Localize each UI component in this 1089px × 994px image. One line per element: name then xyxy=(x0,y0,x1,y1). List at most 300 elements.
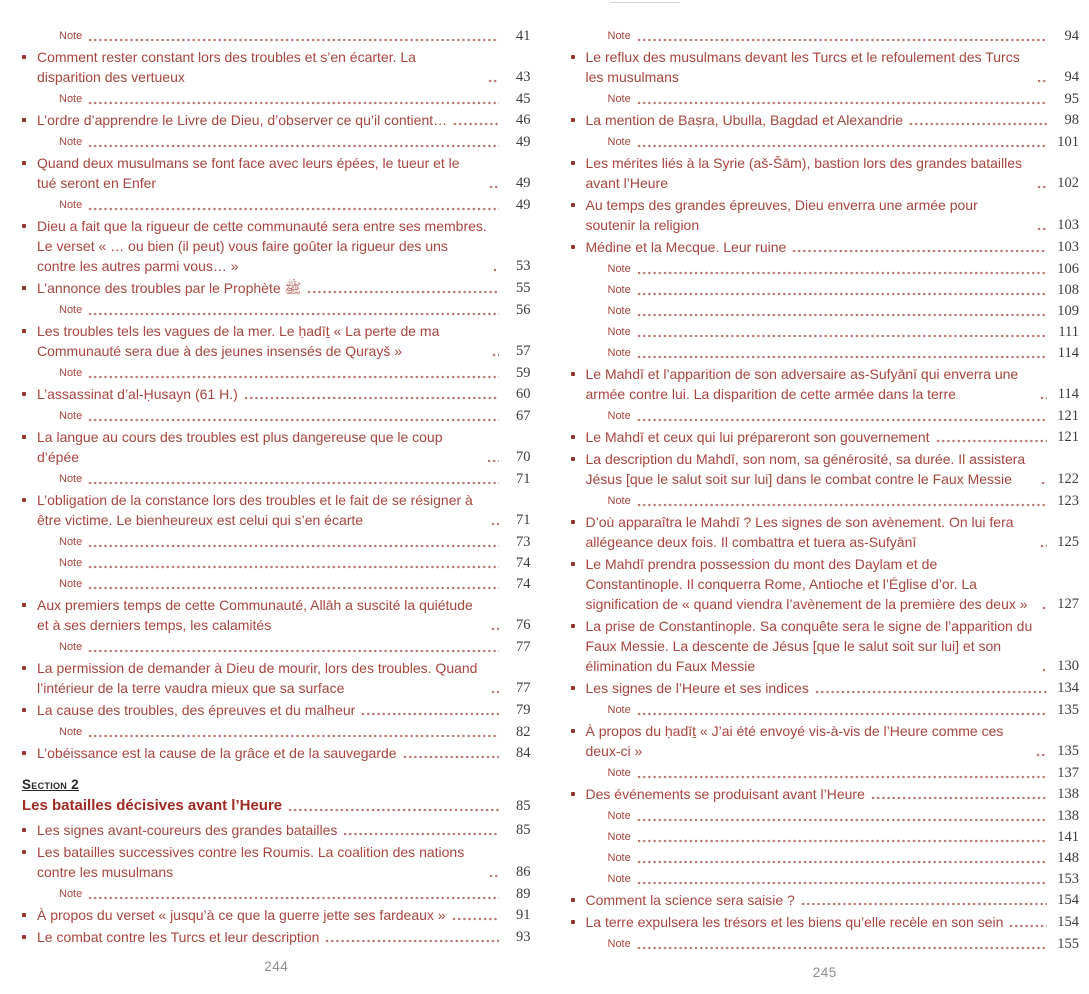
dot-leader xyxy=(325,939,498,943)
note-label: Note xyxy=(607,347,631,359)
section-title-row xyxy=(22,795,531,816)
page-number: 114 xyxy=(1057,386,1079,402)
entry-bullet xyxy=(571,512,586,524)
dot-leader xyxy=(88,375,498,379)
toc-entry-row xyxy=(571,912,1080,932)
toc-section xyxy=(22,776,531,816)
page-number: 82 xyxy=(516,724,531,740)
entry-text: Quand deux musulmans se font face avec leurs épées, le tueur et le tué seront en Enfer xyxy=(37,155,460,191)
entry-text: Le reflux des musulmans devant les Turcs et le refoulement des Turcs les musulmans xyxy=(585,49,1020,85)
entry-bullet xyxy=(22,700,37,712)
dot-leader xyxy=(88,38,498,42)
note-label: Note xyxy=(607,284,631,296)
page-number: 127 xyxy=(1057,596,1079,612)
page-number: 121 xyxy=(1057,408,1079,424)
entry-bullet xyxy=(571,427,586,439)
entry-bullet xyxy=(571,110,586,122)
dot-leader xyxy=(1036,753,1047,757)
toc-note-row xyxy=(22,363,531,383)
entry-bullet xyxy=(571,616,586,628)
toc-entry-row xyxy=(571,364,1080,404)
right-page xyxy=(571,26,1080,980)
entry-bullet xyxy=(22,820,37,832)
dot-leader xyxy=(637,334,1047,338)
dot-leader xyxy=(487,459,499,463)
entry-text: Les signes avant-coureurs des grandes batailles xyxy=(37,822,338,838)
toc-entry-row xyxy=(22,153,531,193)
entry-bullet xyxy=(571,784,586,796)
page-number: 138 xyxy=(1057,786,1079,802)
toc-entry-row xyxy=(22,216,531,276)
entry-bullet xyxy=(22,278,37,290)
dot-leader xyxy=(88,144,498,148)
note-label: Note xyxy=(59,304,83,316)
note-label: Note xyxy=(59,536,83,548)
toc-entry-row xyxy=(22,658,531,698)
entry-text: Le combat contre les Turcs et leur description xyxy=(37,929,320,945)
note-label: Note xyxy=(59,641,83,653)
page-number: 101 xyxy=(1057,134,1079,150)
page-number: 73 xyxy=(516,534,531,550)
toc-note-row xyxy=(571,301,1080,321)
toc-note-row xyxy=(571,934,1080,954)
toc-note-row xyxy=(571,848,1080,868)
page-number: 49 xyxy=(516,134,531,150)
toc-entry-row xyxy=(571,890,1080,910)
entry-text: Des événements se produisant avant l’Heure xyxy=(585,786,865,802)
page-number: 154 xyxy=(1057,914,1079,930)
dot-leader xyxy=(637,292,1047,296)
dot-leader xyxy=(637,818,1047,822)
note-label: Note xyxy=(607,810,631,822)
note-label: Note xyxy=(59,726,83,738)
page-number: 103 xyxy=(1057,217,1079,233)
dot-leader xyxy=(637,946,1047,950)
toc-note-row xyxy=(571,343,1080,363)
page-number: 74 xyxy=(516,555,531,571)
dot-leader xyxy=(801,902,1047,906)
entry-bullet xyxy=(571,47,586,59)
page-number: 56 xyxy=(516,302,531,318)
note-label: Note xyxy=(607,326,631,338)
dot-leader xyxy=(637,355,1047,359)
dot-leader xyxy=(452,917,499,921)
dot-leader xyxy=(637,881,1047,885)
page-number: 125 xyxy=(1057,534,1079,550)
page-number: 85 xyxy=(516,798,531,814)
left-page xyxy=(22,26,531,974)
toc-entry-row xyxy=(571,427,1080,447)
page-number: 138 xyxy=(1057,808,1079,824)
entry-bullet xyxy=(22,490,37,502)
page-number: 111 xyxy=(1058,324,1079,340)
dot-leader xyxy=(1037,185,1047,189)
toc-note-row xyxy=(22,574,531,594)
dot-leader xyxy=(88,586,498,590)
toc-entry-row xyxy=(571,195,1080,235)
note-label: Note xyxy=(59,473,83,485)
entry-text: Le Mahdī et l’apparition de son adversaire as-Sufyānī qui enverra une armée contre lui. La disparition de cette armée dans la terre xyxy=(585,366,1019,402)
toc-note-row xyxy=(22,195,531,215)
note-label: Note xyxy=(59,30,83,42)
dot-leader xyxy=(88,544,498,548)
toc-note-row xyxy=(22,469,531,489)
entry-bullet xyxy=(22,47,37,59)
page-number: 71 xyxy=(516,471,531,487)
entry-text: L’obéissance est la cause de la grâce et de la sauvegarde xyxy=(37,745,397,761)
entry-bullet xyxy=(571,721,586,733)
entry-bullet xyxy=(22,321,37,333)
entry-text: L’annonce des troubles par le Prophète ﷺ xyxy=(37,280,302,296)
entry-text: Les troubles tels les vagues de la mer. Le ḥadīṯ « La perte de ma Communauté sera due à des jeunes insensés de Qurayš » xyxy=(37,323,440,359)
toc-entry-row xyxy=(571,721,1080,761)
toc-entry-row xyxy=(571,47,1080,87)
entry-bullet xyxy=(571,237,586,249)
page-number: 103 xyxy=(1057,239,1079,255)
dot-leader xyxy=(453,122,498,126)
entry-bullet xyxy=(22,658,37,670)
note-label: Note xyxy=(607,410,631,422)
page-number: 141 xyxy=(1057,829,1079,845)
toc-entry-row xyxy=(22,842,531,882)
page-number: 77 xyxy=(516,680,531,696)
toc-note-row xyxy=(571,869,1080,889)
page-number: 49 xyxy=(516,197,531,213)
toc-entry-row xyxy=(571,784,1080,804)
dot-leader xyxy=(1040,396,1047,400)
page-number: 106 xyxy=(1057,261,1079,277)
page-number: 102 xyxy=(1057,175,1079,191)
dot-leader xyxy=(637,271,1047,275)
entry-text: L’ordre d’apprendre le Livre de Dieu, d’observer ce qu’il contient… xyxy=(37,112,448,128)
page-number: 41 xyxy=(516,28,531,44)
entry-bullet xyxy=(22,216,37,228)
note-label: Note xyxy=(607,852,631,864)
toc-entry-row xyxy=(22,278,531,298)
entry-bullet xyxy=(571,195,586,207)
dot-leader xyxy=(1041,481,1047,485)
note-label: Note xyxy=(59,199,83,211)
entry-text: La cause des troubles, des épreuves et du malheur xyxy=(37,702,356,718)
page-number: 89 xyxy=(516,886,531,902)
dot-leader xyxy=(936,439,1048,443)
note-label: Note xyxy=(607,704,631,716)
dot-leader xyxy=(1042,606,1047,610)
dot-leader xyxy=(491,522,498,526)
page-number: 91 xyxy=(516,907,531,923)
dot-leader xyxy=(403,755,499,759)
dot-leader xyxy=(637,860,1047,864)
left-page-items xyxy=(22,26,531,949)
scan-artifact-line xyxy=(610,2,680,3)
dot-leader xyxy=(244,396,499,400)
toc-note-row xyxy=(22,884,531,904)
dot-leader xyxy=(1037,227,1047,231)
toc-entry-row xyxy=(571,554,1080,614)
toc-entry-row xyxy=(571,449,1080,489)
page-number: 114 xyxy=(1057,345,1079,361)
dot-leader xyxy=(343,832,498,836)
dot-leader xyxy=(1037,79,1047,83)
toc-note-row xyxy=(22,89,531,109)
entry-bullet xyxy=(571,912,586,924)
page-number: 123 xyxy=(1057,493,1079,509)
toc-entry-row xyxy=(571,512,1080,552)
page-number: 46 xyxy=(516,112,531,128)
page-number: 74 xyxy=(516,576,531,592)
dot-leader xyxy=(815,690,1047,694)
dot-leader xyxy=(493,268,498,272)
entry-text: Comment rester constant lors des troubles et s’en écarter. La disparition des vertueux xyxy=(37,49,416,85)
entry-bullet xyxy=(571,364,586,376)
toc-note-row xyxy=(571,700,1080,720)
page-number: 45 xyxy=(516,91,531,107)
toc-entry-row xyxy=(22,490,531,530)
entry-text: L’obligation de la constance lors des troubles et le fait de se résigner à être victime. Le bienheureux est celui qui s’en écarte xyxy=(37,492,473,528)
page-number: 79 xyxy=(516,702,531,718)
dot-leader xyxy=(88,207,498,211)
page-number: 155 xyxy=(1057,936,1079,952)
dot-leader xyxy=(88,101,498,105)
dot-leader xyxy=(88,896,498,900)
dot-leader xyxy=(637,503,1047,507)
toc-entry-row xyxy=(571,153,1080,193)
dot-leader xyxy=(361,712,498,716)
note-label: Note xyxy=(607,495,631,507)
note-label: Note xyxy=(59,367,83,379)
entry-bullet xyxy=(22,384,37,396)
note-label: Note xyxy=(607,305,631,317)
entry-text: Les mérites liés à la Syrie (aš-Šām), bastion lors des grandes batailles avant l’Heure xyxy=(585,155,1023,191)
dot-leader xyxy=(909,122,1047,126)
page-number: 98 xyxy=(1064,112,1079,128)
page-number: 153 xyxy=(1057,871,1079,887)
entry-text: Les signes de l’Heure et ses indices xyxy=(585,680,809,696)
page-number: 121 xyxy=(1057,429,1079,445)
toc-note-row xyxy=(22,26,531,46)
entry-text: La description du Mahdī, son nom, sa générosité, sa durée. Il assistera Jésus [que le salut soit sur lui] dans le combat contre le Faux Messie xyxy=(585,451,1026,487)
toc-note-row xyxy=(22,637,531,657)
toc-note-row xyxy=(571,827,1080,847)
entry-bullet xyxy=(571,153,586,165)
toc-note-row xyxy=(22,553,531,573)
folio-left: 244 xyxy=(264,959,289,974)
section-title: Les batailles décisives avant l’Heure xyxy=(22,797,283,814)
dot-leader xyxy=(88,418,498,422)
toc-entry-row xyxy=(22,427,531,467)
page-number: 86 xyxy=(516,864,531,880)
entry-bullet xyxy=(571,890,586,902)
page-number: 85 xyxy=(516,822,531,838)
toc-note-row xyxy=(22,532,531,552)
page-number: 60 xyxy=(516,386,531,402)
toc-entry-row xyxy=(22,47,531,87)
page-number: 57 xyxy=(516,343,531,359)
entry-text: La terre expulsera les trésors et les biens qu’elle recèle en son sein xyxy=(585,914,1004,930)
page-number: 84 xyxy=(516,745,531,761)
page-number: 134 xyxy=(1057,680,1079,696)
dot-leader xyxy=(637,775,1047,779)
entry-text: À propos du verset « jusqu’à ce que la guerre jette ses fardeaux » xyxy=(37,907,446,923)
toc-note-row xyxy=(22,300,531,320)
dot-leader xyxy=(88,312,498,316)
toc-note-row xyxy=(571,763,1080,783)
toc-note-row xyxy=(571,132,1080,152)
entry-bullet xyxy=(22,153,37,165)
page-number: 130 xyxy=(1057,658,1079,674)
entry-text: D’où apparaîtra le Mahdī ? Les signes de son avènement. On lui fera allégeance deux fois. Il combattra et tuera as-Sufyānī xyxy=(585,514,1014,550)
dot-leader xyxy=(489,874,498,878)
page-number: 94 xyxy=(1064,69,1079,85)
page-number: 43 xyxy=(516,69,531,85)
dot-leader xyxy=(792,249,1047,253)
toc-note-row xyxy=(571,806,1080,826)
dot-leader xyxy=(1042,668,1047,672)
toc-note-row xyxy=(22,722,531,742)
page-number: 154 xyxy=(1057,892,1079,908)
entry-text: Dieu a fait que la rigueur de cette communauté sera entre ses membres. Le verset « … ou bien (il peut) vous faire goûter la rigueur des uns contre les autres parmi vous… » xyxy=(37,218,487,274)
toc-note-row xyxy=(571,89,1080,109)
entry-text: Comment la science sera saisie ? xyxy=(585,892,795,908)
dot-leader xyxy=(307,290,498,294)
dot-leader xyxy=(488,79,498,83)
page-number: 77 xyxy=(516,639,531,655)
toc-note-row xyxy=(571,322,1080,342)
dot-leader xyxy=(637,418,1047,422)
page-number: 49 xyxy=(516,175,531,191)
toc-note-row xyxy=(22,406,531,426)
entry-bullet xyxy=(571,678,586,690)
note-label: Note xyxy=(607,136,631,148)
entry-bullet xyxy=(571,449,586,461)
page-number: 95 xyxy=(1064,91,1079,107)
toc-entry-row xyxy=(22,384,531,404)
page-number: 137 xyxy=(1057,765,1079,781)
toc-entry-row xyxy=(22,110,531,130)
page-number: 109 xyxy=(1057,303,1079,319)
toc-entry-row xyxy=(571,678,1080,698)
note-label: Note xyxy=(607,93,631,105)
toc-entry-row xyxy=(22,905,531,925)
entry-text: La langue au cours des troubles est plus dangereuse que le coup d’épée xyxy=(37,429,443,465)
section-label: Section 2 xyxy=(22,777,79,792)
entry-bullet xyxy=(22,905,37,917)
dot-leader xyxy=(88,565,498,569)
page-number: 135 xyxy=(1057,702,1079,718)
toc-entry-row xyxy=(22,700,531,720)
toc-note-row xyxy=(22,132,531,152)
dot-leader xyxy=(637,38,1047,42)
entry-bullet xyxy=(22,427,37,439)
dot-leader xyxy=(88,649,498,653)
note-label: Note xyxy=(607,767,631,779)
dot-leader xyxy=(637,712,1047,716)
dot-leader xyxy=(288,808,498,812)
toc-note-row xyxy=(571,280,1080,300)
note-label: Note xyxy=(59,578,83,590)
entry-text: Le Mahdī prendra possession du mont des Daylam et de Constantinople. Il conquerra Rome, Antioche et l’Église d’or. La signification de « quand viendra l’avènement de la première des deux » xyxy=(585,556,1028,612)
right-page-items xyxy=(571,26,1080,955)
toc-entry-row xyxy=(571,616,1080,676)
entry-text: La permission de demander à Dieu de mourir, lors des troubles. Quand l’intérieur de la terre vaudra mieux que sa surface xyxy=(37,660,478,696)
dot-leader xyxy=(1009,924,1047,928)
entry-text: Aux premiers temps de cette Communauté, Allāh a suscité la quiétude et à ses derniers temps, les calamités xyxy=(37,597,473,633)
toc-note-row xyxy=(571,406,1080,426)
page-number: 67 xyxy=(516,408,531,424)
page-number: 94 xyxy=(1064,28,1079,44)
page-number: 71 xyxy=(516,512,531,528)
dot-leader xyxy=(637,313,1047,317)
entry-text: À propos du ḥadīṯ « J’ai été envoyé vis-à-vis de l’Heure comme ces deux-ci » xyxy=(585,723,1004,759)
entry-bullet xyxy=(22,927,37,939)
entry-text: La mention de Baṣra, Ubulla, Bagdad et Alexandrie xyxy=(585,112,904,128)
toc-entry-row xyxy=(22,927,531,947)
toc-note-row xyxy=(571,26,1080,46)
folio-right: 245 xyxy=(812,965,837,980)
entry-text: Les batailles successives contre les Roumis. La coalition des nations contre les musulmans xyxy=(37,844,465,880)
entry-bullet xyxy=(571,554,586,566)
note-label: Note xyxy=(607,263,631,275)
toc-entry-row xyxy=(22,820,531,840)
dot-leader xyxy=(491,627,499,631)
page-number: 53 xyxy=(516,258,531,274)
toc-entry-row xyxy=(571,110,1080,130)
page-number: 148 xyxy=(1057,850,1079,866)
note-label: Note xyxy=(607,831,631,843)
note-label: Note xyxy=(59,136,83,148)
entry-text: L’assassinat d’al-Ḥusayn (61 H.) xyxy=(37,386,238,402)
note-label: Note xyxy=(607,938,631,950)
page-number: 76 xyxy=(516,617,531,633)
page-number: 93 xyxy=(516,929,531,945)
toc-note-row xyxy=(571,491,1080,511)
toc-note-row xyxy=(571,259,1080,279)
note-label: Note xyxy=(59,410,83,422)
entry-bullet xyxy=(22,743,37,755)
dot-leader xyxy=(637,839,1047,843)
toc-entry-row xyxy=(22,321,531,361)
page-number: 70 xyxy=(516,449,531,465)
toc-entry-row xyxy=(571,237,1080,257)
dot-leader xyxy=(88,734,498,738)
note-label: Note xyxy=(59,557,83,569)
toc-entry-row xyxy=(22,595,531,635)
entry-text: La prise de Constantinople. Sa conquête sera le signe de l’apparition du Faux Messie. La descente de Jésus [que le salut soit sur lui] et son élimination du Faux Messie xyxy=(585,618,1033,674)
dot-leader xyxy=(88,481,498,485)
dot-leader xyxy=(871,796,1047,800)
entry-bullet xyxy=(22,110,37,122)
dot-leader xyxy=(492,353,499,357)
toc-entry-row xyxy=(22,743,531,763)
dot-leader xyxy=(489,185,499,189)
dot-leader xyxy=(637,101,1047,105)
dot-leader xyxy=(637,144,1047,148)
page-number: 55 xyxy=(516,280,531,296)
dot-leader xyxy=(1040,544,1047,548)
note-label: Note xyxy=(607,30,631,42)
entry-bullet xyxy=(22,595,37,607)
page-number: 135 xyxy=(1057,743,1079,759)
entry-text: Médine et la Mecque. Leur ruine xyxy=(585,239,787,255)
entry-bullet xyxy=(22,842,37,854)
dot-leader xyxy=(491,690,498,694)
entry-text: Le Mahdī et ceux qui lui prépareront son gouvernement xyxy=(585,429,930,445)
page-number: 108 xyxy=(1057,282,1079,298)
page-number: 59 xyxy=(516,365,531,381)
page-number: 122 xyxy=(1057,471,1079,487)
note-label: Note xyxy=(607,873,631,885)
note-label: Note xyxy=(59,888,83,900)
